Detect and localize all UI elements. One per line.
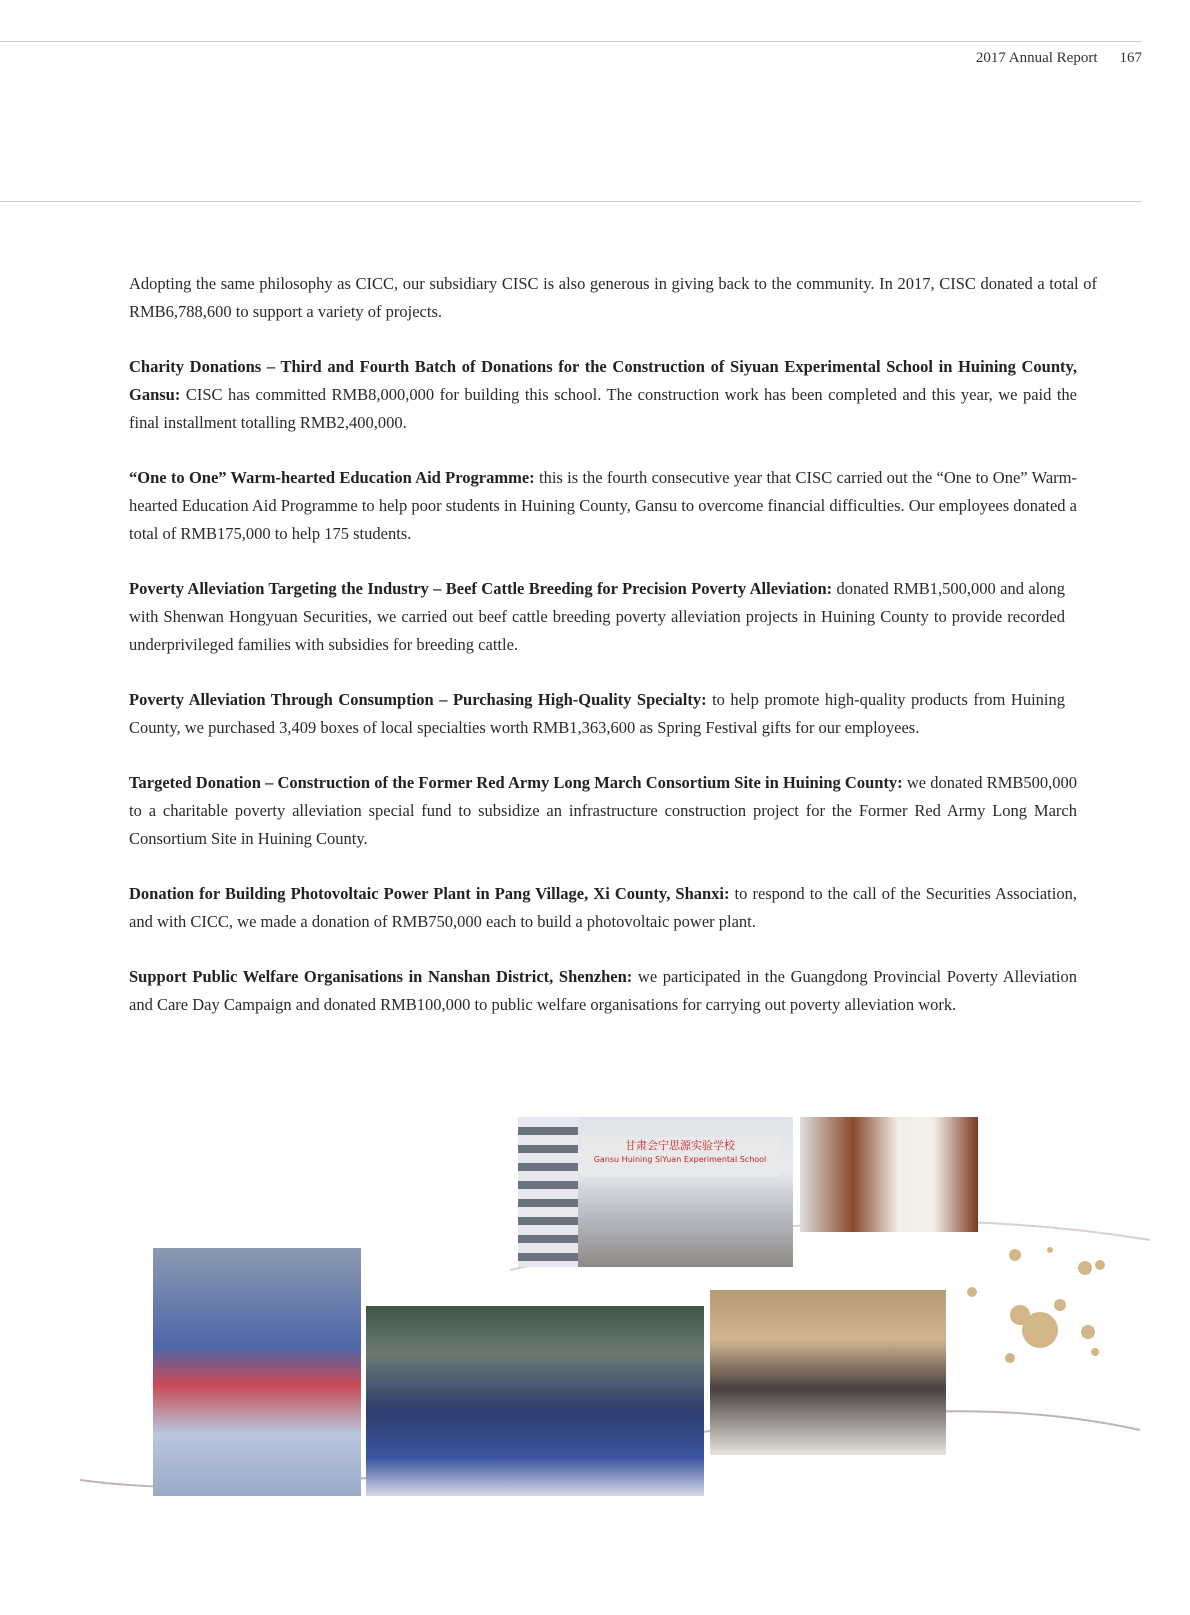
paragraph-nanshan: Support Public Welfare Organisations in Nanshan District, Shenzhen: we participated in the Guangdong Provincial Poverty Alleviation and Care Day Campaign and donated RMB100,000 to public welfare organisations for carrying out poverty alleviation work. [129,967,1077,1014]
paragraph-education-aid: “One to One” Warm-hearted Education Aid Programme: this is the fourth consecutive year that CISC carried out the “One to One” Warm-hearted Education Aid Programme to help poor students in Huining County, Gansu to overcome financial difficulties. Our employees donated a total of RMB175,000 to help 175 students. [129,468,1078,543]
intro-paragraph: Adopting the same philosophy as CICC, our subsidiary CISC is also generous in giving back to the community. In 2017, CISC donated a total of RMB6,788,600 to support a variety of projects. [129,274,1097,321]
paragraph-red-army-site: Targeted Donation – Construction of the Former Red Army Long March Consortium Site in Huining County: we donated RMB500,000 to a charitable poverty alleviation special fund to subsidize an infrastructure construction project for the Former Red Army Long March Consortium Site in Huining County. [129,773,1077,848]
paragraph-heading: Targeted Donation – Construction of the Former Red Army Long March Consortium Site in Huining County: [129,773,903,792]
paragraph-heading: Support Public Welfare Organisations in Nanshan District, Shenzhen: [129,967,633,986]
top-rule [0,41,1142,42]
paragraph-siyuan-school: Charity Donations – Third and Fourth Batch of Donations for the Construction of Siyuan Experimental School in Huining County, Gansu: CISC has committed RMB8,000,000 for building this school. The construction work has been completed and this year, we paid the final installment totalling RMB2,400,000. [129,357,1077,432]
paragraph-photovoltaic: Donation for Building Photovoltaic Power Plant in Pang Village, Xi County, Shanxi: to respond to the call of the Securities Association, and with CICC, we made a donation of RMB750,000 each to build a photovoltaic power plant. [129,884,1077,931]
paragraph-heading: Poverty Alleviation Targeting the Industry – Beef Cattle Breeding for Precision Poverty Alleviation: [129,579,833,598]
body-text [129,270,1097,1046]
paragraph-heading: Poverty Alleviation Through Consumption – Purchasing High-Quality Specialty: [129,690,707,709]
paragraph-heading: “One to One” Warm-hearted Education Aid Programme: [129,468,535,487]
school-gate-photo [518,1117,793,1267]
paragraph-beef-cattle: Poverty Alleviation Targeting the Industry – Beef Cattle Breeding for Precision Poverty Alleviation: donated RMB1,500,000 and along with Shenwan Hongyuan Securities, we carried out beef cattle breeding poverty alleviation projects in Huining County to provide recorded underprivileged families with subsidies for breeding cattle. [129,579,1065,654]
page-header [976,50,1142,67]
cattle-photo [800,1117,978,1232]
student-books-photo [153,1248,361,1496]
school-sign: 甘肃会宁思源实验学校 Gansu Huining SiYuan Experimental School [580,1137,780,1177]
header-bottom-rule [0,201,1142,202]
student-writing-photo [710,1290,946,1455]
paragraph-consumption: Poverty Alleviation Through Consumption – Purchasing High-Quality Specialty: to help promote high-quality products from Huining County, we purchased 3,409 boxes of local specialties worth RMB1,363,600 as Spring Festival gifts for our employees. [129,690,1065,737]
report-title: 2017 Annual Report [975,50,1098,66]
classroom-photo [366,1306,704,1496]
page-number: 167 [1119,50,1142,66]
paragraph-heading: Charity Donations – Third and Fourth Batch of Donations for the Construction of Siyuan Experimental School in Huining County, Gansu: [129,357,1077,404]
paragraph-heading: Donation for Building Photovoltaic Power Plant in Pang Village, Xi County, Shanxi: [129,884,730,903]
